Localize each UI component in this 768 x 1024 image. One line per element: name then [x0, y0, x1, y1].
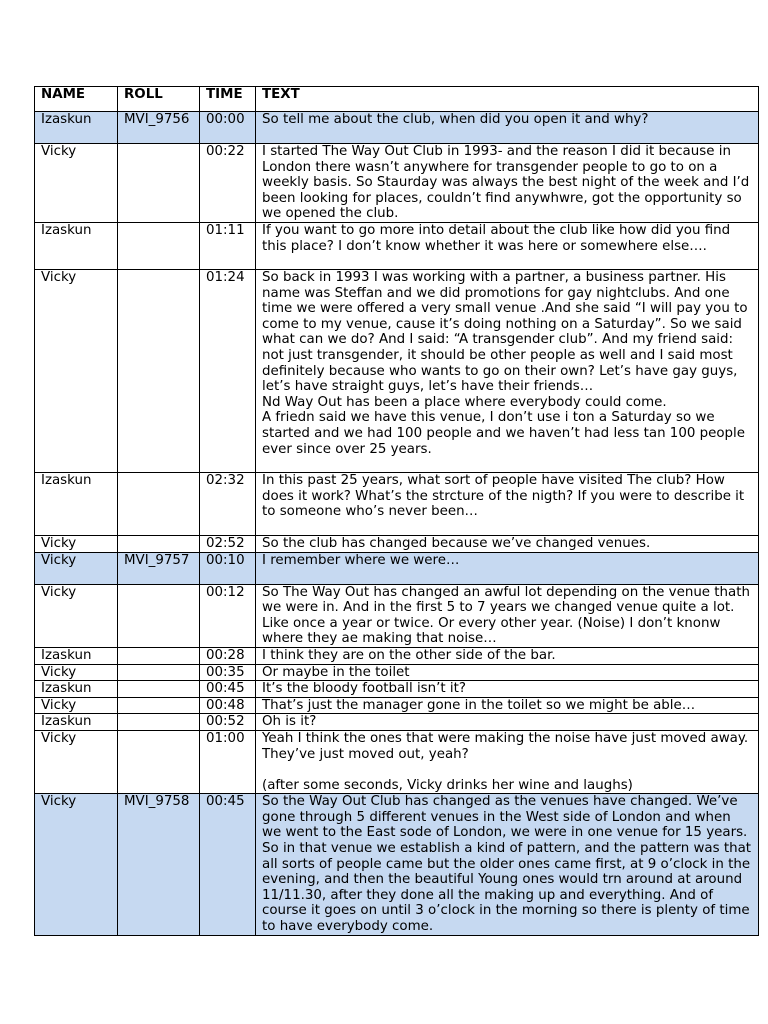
timecode-cell: 00:35	[200, 664, 256, 681]
speaker-name-cell: Vicky	[35, 730, 118, 793]
transcript-text-cell	[256, 222, 759, 269]
transcript-text-cell	[256, 714, 759, 731]
timecode-cell: 00:00	[200, 112, 256, 144]
roll-cell	[118, 647, 200, 664]
table-row	[35, 681, 759, 698]
timecode-cell: 00:28	[200, 647, 256, 664]
transcript-paragraph: I think they are on the other side of the bar.	[262, 647, 556, 663]
transcript-text-cell	[256, 472, 759, 535]
timecode-cell: 01:24	[200, 269, 256, 472]
roll-cell	[118, 664, 200, 681]
transcript-paragraph: Or maybe in the toilet	[262, 664, 410, 680]
transcript-paragraph: In this past 25 years, what sort of people have visited The club? How does it work? What’s the strcture of the nigth? If you were to describe it to someone who’s never been…	[262, 472, 745, 520]
roll-cell	[118, 714, 200, 731]
timecode-cell: 02:32	[200, 472, 256, 535]
transcript-text-cell	[256, 681, 759, 698]
transcript-paragraph: So back in 1993 I was working with a partner, a business partner. His name was Steffan and we did promotions for gay nightclubs. And one time we were offered a very small venue .And she said “I will pay you to come to my venue, cause it’s doing nothing on a Saturday”. So we said what can we do? And I said: “A transgender club”. And my friend said: not just transgender, it should be other people as well and I said most definitely because who wants to go on their own? Let’s have gay guys, let’s have straight guys, let’s have their friends…	[262, 269, 748, 395]
roll-cell: MVI_9757	[118, 552, 200, 584]
roll-cell	[118, 222, 200, 269]
header-time: TIME	[200, 87, 256, 112]
transcript-text-cell	[256, 794, 759, 935]
roll-cell: MVI_9756	[118, 112, 200, 144]
table-row	[35, 584, 759, 647]
table-row	[35, 112, 759, 144]
roll-cell: MVI_9758	[118, 794, 200, 935]
timecode-cell: 00:45	[200, 794, 256, 935]
table-row	[35, 730, 759, 793]
transcript-text-cell	[256, 664, 759, 681]
roll-cell	[118, 269, 200, 472]
table-row	[35, 269, 759, 472]
transcript-table	[34, 86, 759, 936]
table-row	[35, 552, 759, 584]
transcript-text-cell	[256, 535, 759, 552]
speaker-name-cell: Vicky	[35, 664, 118, 681]
speaker-name-cell: Izaskun	[35, 647, 118, 664]
table-row	[35, 144, 759, 223]
table-row	[35, 794, 759, 935]
transcript-paragraph	[262, 762, 754, 778]
table-row	[35, 697, 759, 714]
timecode-cell: 00:45	[200, 681, 256, 698]
table-row	[35, 714, 759, 731]
transcript-text-cell	[256, 269, 759, 472]
transcript-text-cell	[256, 584, 759, 647]
timecode-cell: 00:12	[200, 584, 256, 647]
header-name: NAME	[35, 87, 118, 112]
roll-cell	[118, 584, 200, 647]
roll-cell	[118, 535, 200, 552]
speaker-name-cell: Vicky	[35, 552, 118, 584]
transcript-paragraph: Yeah I think the ones that were making the noise have just moved away. They’ve just moved out, yeah?	[262, 730, 749, 762]
transcript-text-cell	[256, 730, 759, 793]
roll-cell	[118, 144, 200, 223]
speaker-name-cell: Vicky	[35, 535, 118, 552]
transcript-paragraph: So The Way Out has changed an awful lot depending on the venue thath we were in. And in the first 5 to 7 years we changed venue quite a lot. Like once a year or twice. Or every other year. (Noise) I don’t knonw where they ae making that noise…	[262, 584, 750, 647]
transcript-text-cell	[256, 647, 759, 664]
speaker-name-cell: Vicky	[35, 144, 118, 223]
table-row	[35, 664, 759, 681]
transcript-paragraph: (after some seconds, Vicky drinks her wine and laughs)	[262, 777, 633, 793]
speaker-name-cell: Izaskun	[35, 681, 118, 698]
timecode-cell: 00:52	[200, 714, 256, 731]
timecode-cell: 00:10	[200, 552, 256, 584]
header-text: TEXT	[256, 87, 759, 112]
transcript-text-cell	[256, 144, 759, 223]
speaker-name-cell: Izaskun	[35, 714, 118, 731]
transcript-text-cell	[256, 112, 759, 144]
speaker-name-cell: Vicky	[35, 794, 118, 935]
speaker-name-cell: Vicky	[35, 269, 118, 472]
table-row	[35, 647, 759, 664]
table-row	[35, 222, 759, 269]
speaker-name-cell: Izaskun	[35, 472, 118, 535]
speaker-name-cell: Izaskun	[35, 222, 118, 269]
transcript-paragraph: Oh is it?	[262, 714, 317, 730]
roll-cell	[118, 472, 200, 535]
transcript-paragraph: That’s just the manager gone in the toilet so we might be able…	[262, 697, 696, 713]
transcript-paragraph: It’s the bloody football isn’t it?	[262, 681, 466, 697]
transcript-paragraph: I remember where we were…	[262, 552, 460, 568]
transcript-text-cell	[256, 552, 759, 584]
timecode-cell: 00:48	[200, 697, 256, 714]
timecode-cell: 01:11	[200, 222, 256, 269]
transcript-paragraph: Nd Way Out has been a place where everybody could come.	[262, 394, 667, 410]
timecode-cell: 00:22	[200, 144, 256, 223]
roll-cell	[118, 730, 200, 793]
roll-cell	[118, 681, 200, 698]
timecode-cell: 01:00	[200, 730, 256, 793]
transcript-paragraph: If you want to go more into detail about the club like how did you find this place? I don’t know whether it was here or somewhere else….	[262, 222, 731, 254]
speaker-name-cell: Izaskun	[35, 112, 118, 144]
transcript-paragraph: So tell me about the club, when did you open it and why?	[262, 112, 649, 127]
speaker-name-cell: Vicky	[35, 697, 118, 714]
table-row	[35, 535, 759, 552]
speaker-name-cell: Vicky	[35, 584, 118, 647]
header-roll: ROLL	[118, 87, 200, 112]
transcript-paragraph: A friedn said we have this venue, I don’t use i ton a Saturday so we started and we had 100 people and we haven’t had less tan 100 people ever since over 25 years.	[262, 410, 746, 457]
transcript-paragraph: So the club has changed because we’ve changed venues.	[262, 535, 651, 551]
transcript-paragraph: So the Way Out Club has changed as the venues have changed. We’ve gone through 5 different venues in the West side of London and when we went to the East sode of London, we were in one venue for 15 years. So in that venue we establish a kind of pattern, and the pattern was that all sorts of people came but the older ones came first, at 9 o’clock in the evening, and then the beautiful Young ones would trn around at around 11/11.30, after they done all the making up and everything. And of course it goes on until 3 o’clock in the morning so there is plenty of time to have everybody come.	[262, 794, 752, 935]
transcript-paragraph: I started The Way Out Club in 1993- and the reason I did it because in London there wasn’t anywhere for transgender people to go to on a weekly basis. So Staurday was always the best night of the week and I’d been looking for places, couldn’t find anywhwre, got the opportunity so we opened the club.	[262, 144, 750, 222]
table-row	[35, 472, 759, 535]
timecode-cell: 02:52	[200, 535, 256, 552]
roll-cell	[118, 697, 200, 714]
transcript-text-cell	[256, 697, 759, 714]
header-row	[35, 87, 759, 112]
